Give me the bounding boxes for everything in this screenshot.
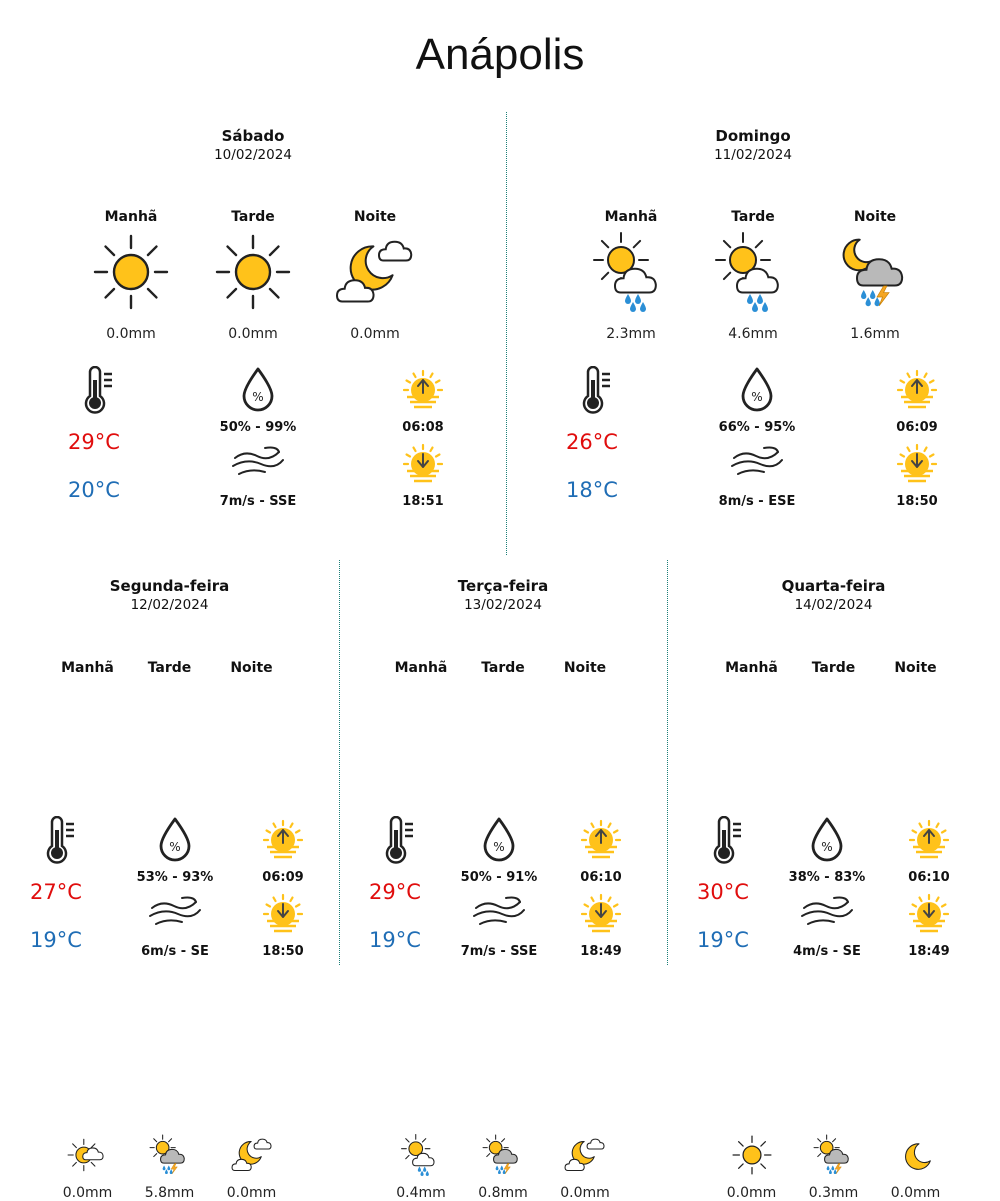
precipitation: 0.0mm	[228, 326, 278, 342]
day-date: 10/02/2024	[214, 147, 292, 163]
temp-max: 30°C	[697, 880, 749, 904]
precipitation: 0.0mm	[226, 1185, 277, 1201]
sunrise-time: 06:08	[402, 420, 444, 435]
wind-info: 4m/s - SE	[793, 944, 861, 959]
sunrise-time: 06:10	[580, 870, 622, 885]
svg-text:%: %	[751, 390, 763, 404]
precipitation: 0.0mm	[890, 1185, 941, 1201]
humidity-range: 50% - 99%	[219, 420, 297, 435]
wind-info: 8m/s - ESE	[718, 494, 796, 509]
day-panel	[0, 0, 339, 1201]
day-date: 11/02/2024	[714, 147, 792, 163]
sunrise-icon	[909, 818, 949, 860]
sunrise-time: 06:09	[262, 870, 304, 885]
svg-text:%: %	[169, 840, 181, 854]
period-label: Manhã	[104, 209, 158, 225]
day-panel	[667, 0, 1000, 1201]
day-date: 14/02/2024	[794, 597, 873, 613]
sunrise-icon	[263, 818, 303, 860]
thermometer-icon	[707, 816, 747, 866]
humidity-range: 66% - 95%	[718, 420, 796, 435]
period-label: Tarde	[231, 209, 275, 225]
temp-max: 29°C	[68, 430, 120, 454]
temp-min: 19°C	[369, 928, 421, 952]
precipitation: 0.0mm	[350, 326, 400, 342]
temp-max: 26°C	[566, 430, 618, 454]
precipitation: 0.0mm	[560, 1185, 610, 1201]
temp-min: 20°C	[68, 478, 120, 502]
day-panel	[339, 0, 667, 1201]
humidity-range: 53% - 93%	[136, 870, 214, 885]
temp-min: 18°C	[566, 478, 618, 502]
sunset-time: 18:51	[402, 494, 444, 509]
humidity-icon	[807, 816, 847, 864]
sunset-time: 18:50	[262, 944, 304, 959]
period-label: Tarde	[481, 660, 525, 676]
wind-info: 7m/s - SSE	[219, 494, 297, 509]
sunset-time: 18:49	[908, 944, 950, 959]
moon-icon	[895, 1134, 937, 1176]
sunset-time: 18:49	[580, 944, 622, 959]
period-2	[535, 660, 635, 676]
precipitation: 2.3mm	[606, 326, 656, 342]
sunset-time: 18:50	[896, 494, 938, 509]
period-label: Noite	[353, 209, 397, 225]
moon-cloud-icon	[231, 1134, 273, 1176]
temp-min: 19°C	[697, 928, 749, 952]
period-label: Manhã	[394, 660, 448, 676]
sun-icon	[731, 1134, 773, 1176]
sun-cloud-storm-icon	[813, 1134, 855, 1176]
precipitation: 0.0mm	[106, 326, 156, 342]
precipitation: 1.6mm	[850, 326, 900, 342]
wind-info: 7m/s - SSE	[460, 944, 538, 959]
precipitation: 0.0mm	[62, 1185, 113, 1201]
day-date: 12/02/2024	[130, 597, 209, 613]
sunset-icon	[263, 892, 303, 934]
city-title: Anápolis	[415, 30, 585, 79]
sun-cloud-storm-icon	[482, 1134, 524, 1176]
period-label: Tarde	[731, 209, 775, 225]
wind-info: 6m/s - SE	[141, 944, 209, 959]
sunrise-icon	[581, 818, 621, 860]
period-label: Noite	[230, 660, 273, 676]
period-label: Manhã	[61, 660, 114, 676]
humidity-icon	[479, 816, 519, 864]
wind-icon	[800, 894, 854, 928]
sunrise-time: 06:10	[908, 870, 950, 885]
period-2	[202, 660, 302, 676]
day-name: Terça-feira	[457, 577, 549, 595]
precipitation: 0.4mm	[396, 1185, 446, 1201]
precipitation: 0.3mm	[808, 1185, 859, 1201]
period-label: Tarde	[811, 660, 856, 676]
day-name: Sábado	[221, 127, 285, 145]
svg-text:%: %	[821, 840, 833, 854]
svg-text:%: %	[252, 390, 264, 404]
precipitation: 5.8mm	[144, 1185, 195, 1201]
wind-icon	[148, 894, 202, 928]
temp-min: 19°C	[30, 928, 82, 952]
sun-cloud-icon	[67, 1134, 109, 1176]
period-label: Manhã	[725, 660, 778, 676]
sun-cloud-storm-icon	[149, 1134, 191, 1176]
thermometer-icon	[40, 816, 80, 866]
period-2	[866, 660, 966, 676]
thermometer-icon	[379, 816, 419, 866]
moon-cloud-icon	[564, 1134, 606, 1176]
day-name: Domingo	[715, 127, 791, 145]
humidity-icon	[155, 816, 195, 864]
sun-cloud-rain-icon	[400, 1134, 442, 1176]
period-label: Noite	[563, 660, 607, 676]
humidity-range: 38% - 83%	[788, 870, 866, 885]
period-label: Manhã	[604, 209, 658, 225]
period-label: Noite	[853, 209, 897, 225]
period-label: Tarde	[147, 660, 192, 676]
precipitation: 4.6mm	[728, 326, 778, 342]
period-label: Noite	[894, 660, 937, 676]
precipitation: 0.8mm	[478, 1185, 528, 1201]
day-name: Segunda-feira	[109, 577, 230, 595]
precipitation: 0.0mm	[726, 1185, 777, 1201]
day-date: 13/02/2024	[464, 597, 542, 613]
sunset-icon	[581, 892, 621, 934]
svg-text:%: %	[493, 840, 505, 854]
sunrise-time: 06:09	[896, 420, 938, 435]
day-name: Quarta-feira	[781, 577, 886, 595]
temp-max: 29°C	[369, 880, 421, 904]
humidity-range: 50% - 91%	[460, 870, 538, 885]
temp-max: 27°C	[30, 880, 82, 904]
sunset-icon	[909, 892, 949, 934]
wind-icon	[472, 894, 526, 928]
